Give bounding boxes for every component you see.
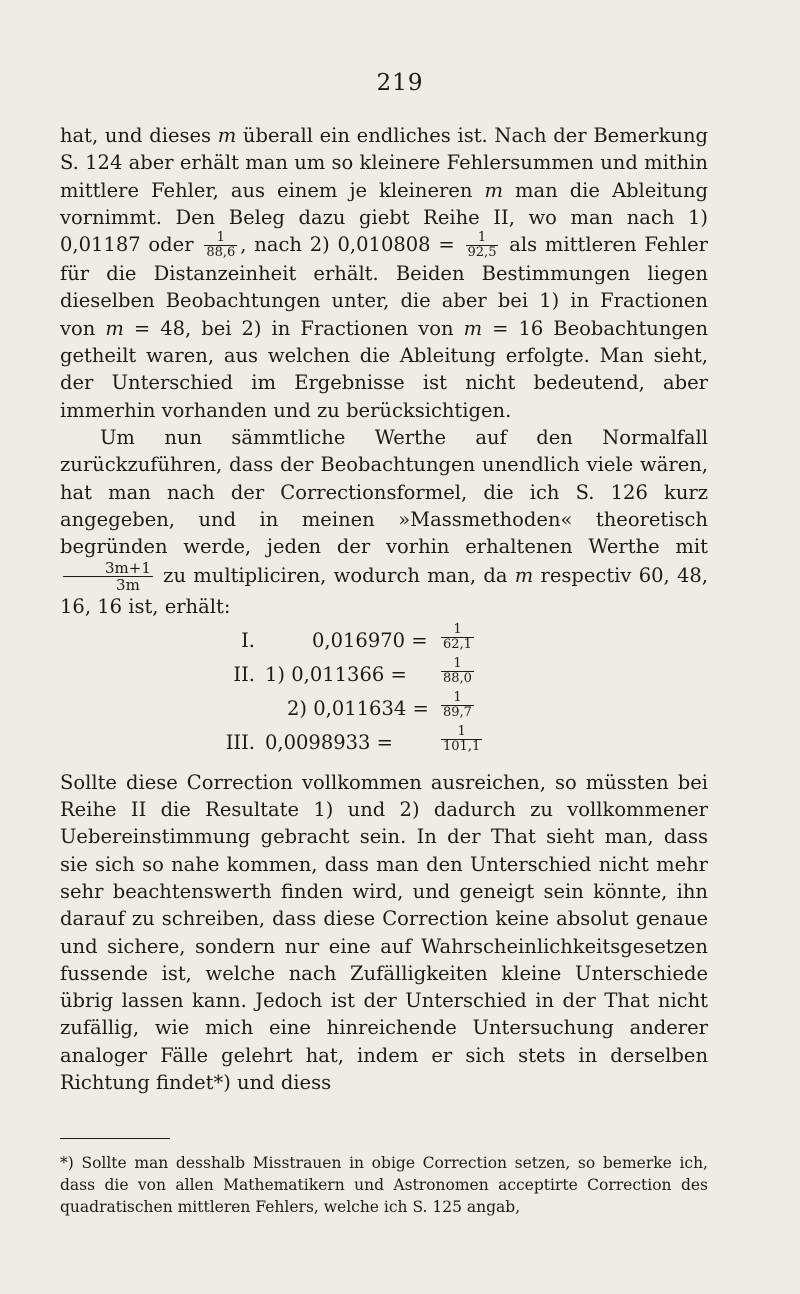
fraction-denominator: 62,1 [443,636,472,652]
text-run: als mittleren Fehler für die Distanzeinheit erhält. Beiden Bestimmungen liegen dieselben Beobachtungen unter, die aber bei 1) in Fractionen von [60,233,708,340]
correction-factor-fraction [63,560,153,593]
equations [60,621,708,763]
fraction-numerator: 1 [216,230,225,246]
equation-row [60,655,708,695]
equation-value: 2) 0,011634 = [287,696,429,720]
equation-value: 0,0098933 = [265,730,393,754]
paragraph-1 [60,122,708,424]
footnote: *) Sollte man desshalb Misstrauen in obige Correction setzen, so bemerke ich, dass die von allen Mathematikern und Astronomen acceptirte Correction des quadratischen mittleren Fehlers, welche ich S. 125 angab, [60,1154,708,1216]
fraction-numerator: 1 [453,655,462,671]
body-text [60,122,708,1096]
text-run: überall ein endliches ist. Nach der Bemerkung S. 124 aber erhält man um so kleinere Fehlersummen und mithin mittlere Fehler, aus einem je kleineren [60,124,708,202]
text-run: man die Ableitung vornimmt. Den Beleg dazu giebt Reihe II, wo man nach 1) 0,01187 oder [60,178,708,257]
equation-label: I. [241,628,255,652]
equation-row [60,723,708,763]
text-run: Um nun sämmtliche Werthe auf den Normalfall zurückzuführen, dass der Beobachtungen unendlich viele wären, hat man nach der Correctionsformel, die ich S. 126 kurz angegeben, und in meinen »Massmethoden« theoretisch begründen werde, jeden der vorhin erhaltenen Werthe mit [60,425,708,559]
fraction-numerator: 1 [453,689,462,705]
text-run: zu multipliciren, wodurch man, da [155,564,515,588]
text-run: = 16 Beobachtungen getheilt waren, aus welchen die Ableitung erfolgte. Man sieht, der Unterschied im Ergebnisse ist nicht bedeutend, aber immerhin vorhanden und zu berücksichtigen. [60,316,709,422]
fraction-denominator: 92,5 [467,245,497,261]
equation-row [60,689,708,729]
text-run: = 48, bei 2) in Fractionen von [123,316,464,340]
paragraph-3: Sollte diese Correction vollkommen ausreichen, so müssten bei Reihe II die Resultate 1) und 2) dadurch zu vollkommener Uebereinstimmung gebracht sein. In der That sieht man, dass sie sich so nahe kommen, dass man den Unterschied nicht mehr sehr beachtenswerth finden wird, und geneigt sein könnte, ihn darauf zu schreiben, dass diese Correction keine absolut genaue und sichere, sondern nur eine auf Wahrscheinlichkeitsgesetzen fussende ist, welche nach Zufälligkeiten kleine Unterschiede übrig lassen kann. Jedoch ist der Unterschied in der That nicht zufällig, wie mich eine hinreichende Untersuchung anderer analoger Fälle gelehrt hat, indem er sich stets in derselben Richtung findet*) und diess [60,770,708,1095]
equation-fraction [441,725,482,754]
fraction-numerator: 1 [477,230,487,246]
footnote-divider [60,1138,170,1139]
equation-value: 1) 0,011366 = [265,662,407,686]
equation-row [60,621,708,661]
text-run: hat, und dieses [60,124,218,147]
fraction-numerator: 3m+1 [105,559,151,578]
equation-label: II. [233,662,255,686]
variable-m: m [484,178,503,202]
equation-fraction [441,691,474,720]
fraction-numerator: 1 [453,621,462,637]
equation-label: III. [225,730,255,754]
variable-m: m [514,564,534,588]
equation-value: 0,016970 = [312,628,428,652]
page-number: 219 [376,70,424,96]
fraction-denominator: 89,7 [443,704,472,720]
text-run: respectiv 60, 48, 16, 16 ist, erhält: [60,564,708,619]
fraction-denominator: 101,1 [443,738,481,754]
equation-fraction [441,623,474,652]
fraction-92-5 [466,231,499,260]
text-run: , nach 2) 0,010808 = [240,233,463,257]
variable-m: m [463,316,483,340]
variable-m: m [217,124,237,147]
fraction-denominator: 88,0 [443,670,472,686]
equation-fraction [441,657,474,686]
paragraph-2 [60,424,708,621]
fraction-numerator: 1 [457,723,466,739]
fraction-denominator: 88,6 [206,245,236,261]
fraction-denominator: 3m [63,576,153,593]
variable-m: m [105,316,124,340]
fraction-88-6 [204,231,237,260]
